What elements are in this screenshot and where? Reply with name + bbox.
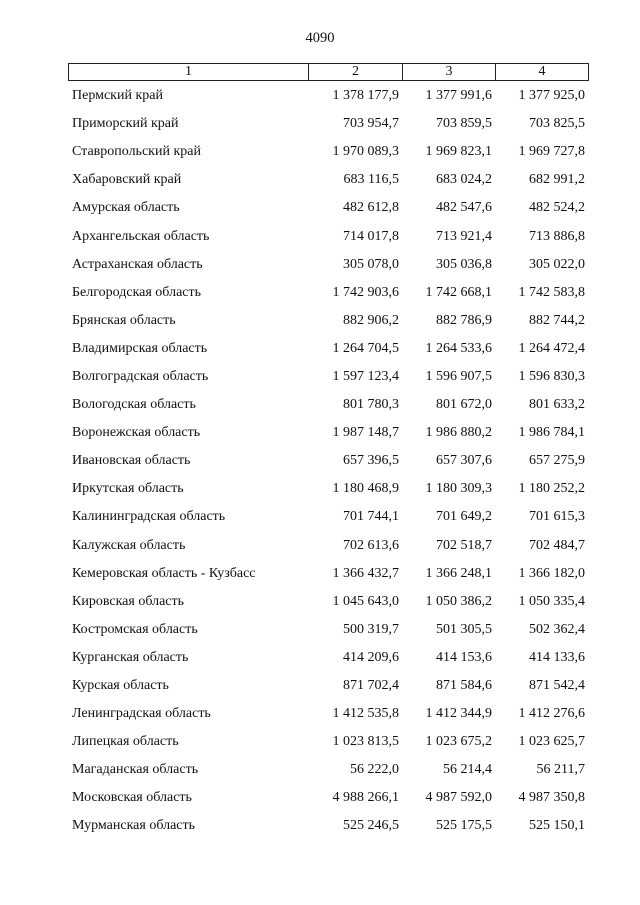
column-2-value-cell: 500 319,7: [343, 621, 399, 637]
table-row: [68, 82, 588, 110]
region-name-cell: Курская область: [72, 678, 169, 694]
table-row: [68, 194, 588, 222]
table-row: [68, 391, 588, 419]
column-3-value-cell: 1 023 675,2: [425, 734, 492, 750]
region-name-cell: Магаданская область: [72, 762, 199, 778]
column-2-value-cell: 703 954,7: [343, 116, 399, 132]
column-3-value-cell: 1 264 533,6: [425, 340, 492, 356]
table-row: [68, 756, 588, 784]
column-3-value-cell: 56 214,4: [443, 762, 492, 778]
column-2-value-cell: 1 987 148,7: [332, 425, 399, 441]
region-name-cell: Ленинградская область: [72, 706, 211, 722]
column-header-1: 1: [69, 64, 309, 81]
column-2-value-cell: 1 023 813,5: [332, 734, 399, 750]
column-2-value-cell: 1 970 089,3: [332, 144, 399, 160]
column-2-value-cell: 714 017,8: [343, 228, 399, 244]
table-row: [68, 588, 588, 616]
column-4-value-cell: 882 744,2: [529, 312, 585, 328]
region-name-cell: Кировская область: [72, 593, 185, 609]
column-2-value-cell: 1 180 468,9: [332, 481, 399, 497]
column-2-value-cell: 871 702,4: [343, 678, 399, 694]
column-4-value-cell: 871 542,4: [529, 678, 585, 694]
region-name-cell: Кемеровская область - Кузбасс: [72, 565, 256, 581]
region-name-cell: Ивановская область: [72, 453, 191, 469]
region-name-cell: Астраханская область: [72, 256, 203, 272]
table-row: [68, 363, 588, 391]
table-row: [68, 307, 588, 335]
page-number: 4090: [305, 30, 335, 46]
column-4-value-cell: 1 264 472,4: [518, 340, 585, 356]
column-4-value-cell: 305 022,0: [529, 256, 585, 272]
table-row: [68, 110, 588, 138]
table-row: [68, 335, 588, 363]
column-4-value-cell: 414 133,6: [529, 649, 585, 665]
column-3-value-cell: 882 786,9: [436, 312, 492, 328]
column-4-value-cell: 1 596 830,3: [518, 368, 585, 384]
region-name-cell: Липецкая область: [72, 734, 179, 750]
column-3-value-cell: 525 175,5: [436, 818, 492, 834]
table-row: [68, 166, 588, 194]
column-3-value-cell: 701 649,2: [436, 509, 492, 525]
column-header-row: [69, 64, 589, 81]
column-4-value-cell: 56 211,7: [536, 762, 585, 778]
column-2-value-cell: 1 742 903,6: [332, 284, 399, 300]
column-3-value-cell: 1 969 823,1: [425, 144, 492, 160]
column-4-value-cell: 1 969 727,8: [518, 144, 585, 160]
column-2-value-cell: 1 264 704,5: [332, 340, 399, 356]
table-row: [68, 644, 588, 672]
column-4-value-cell: 682 991,2: [529, 172, 585, 188]
region-name-cell: Московская область: [72, 790, 192, 806]
column-2-value-cell: 1 378 177,9: [332, 88, 399, 104]
region-name-cell: Брянская область: [72, 312, 176, 328]
column-2-value-cell: 1 045 643,0: [332, 593, 399, 609]
column-2-value-cell: 482 612,8: [343, 200, 399, 216]
column-4-value-cell: 1 023 625,7: [518, 734, 585, 750]
column-3-value-cell: 4 987 592,0: [425, 790, 492, 806]
region-name-cell: Приморский край: [72, 116, 179, 132]
column-2-value-cell: 1 366 432,7: [332, 565, 399, 581]
column-2-value-cell: 1 597 123,4: [332, 368, 399, 384]
column-2-value-cell: 414 209,6: [343, 649, 399, 665]
column-4-value-cell: 525 150,1: [529, 818, 585, 834]
column-3-value-cell: 683 024,2: [436, 172, 492, 188]
column-4-value-cell: 1 366 182,0: [518, 565, 585, 581]
region-name-cell: Воронежская область: [72, 425, 201, 441]
column-4-value-cell: 1 050 335,4: [518, 593, 585, 609]
region-name-cell: Костромская область: [72, 621, 198, 637]
column-2-value-cell: 56 222,0: [350, 762, 399, 778]
region-name-cell: Калининградская область: [72, 509, 226, 525]
column-3-value-cell: 1 596 907,5: [425, 368, 492, 384]
column-4-value-cell: 1 742 583,8: [518, 284, 585, 300]
column-4-value-cell: 702 484,7: [529, 537, 585, 553]
column-3-value-cell: 1 050 386,2: [425, 593, 492, 609]
table-row: [68, 560, 588, 588]
column-3-value-cell: 482 547,6: [436, 200, 492, 216]
column-header-table: [68, 63, 589, 81]
column-4-value-cell: 1 412 276,6: [518, 706, 585, 722]
data-table: [68, 82, 588, 841]
table-row: [68, 812, 588, 840]
column-3-value-cell: 657 307,6: [436, 453, 492, 469]
column-2-value-cell: 702 613,6: [343, 537, 399, 553]
region-name-cell: Калужская область: [72, 537, 186, 553]
column-2-value-cell: 4 988 266,1: [332, 790, 399, 806]
region-name-cell: Вологодская область: [72, 397, 196, 413]
region-name-cell: Мурманская область: [72, 818, 196, 834]
region-name-cell: Иркутская область: [72, 481, 184, 497]
table-row: [68, 138, 588, 166]
column-3-value-cell: 1 180 309,3: [425, 481, 492, 497]
region-name-cell: Владимирская область: [72, 340, 208, 356]
column-2-value-cell: 1 412 535,8: [332, 706, 399, 722]
table-row: [68, 447, 588, 475]
table-row: [68, 532, 588, 560]
column-3-value-cell: 801 672,0: [436, 397, 492, 413]
column-3-value-cell: 305 036,8: [436, 256, 492, 272]
column-2-value-cell: 701 744,1: [343, 509, 399, 525]
column-4-value-cell: 1 180 252,2: [518, 481, 585, 497]
column-4-value-cell: 1 377 925,0: [518, 88, 585, 104]
column-2-value-cell: 525 246,5: [343, 818, 399, 834]
column-3-value-cell: 1 412 344,9: [425, 706, 492, 722]
column-header-4: 4: [496, 64, 589, 81]
column-3-value-cell: 703 859,5: [436, 116, 492, 132]
data-table-body: [68, 82, 588, 841]
column-4-value-cell: 657 275,9: [529, 453, 585, 469]
column-2-value-cell: 801 780,3: [343, 397, 399, 413]
column-4-value-cell: 1 986 784,1: [518, 425, 585, 441]
region-name-cell: Пермский край: [72, 88, 163, 104]
region-name-cell: Курганская область: [72, 649, 189, 665]
table-row: [68, 503, 588, 531]
table-row: [68, 279, 588, 307]
column-header-3: 3: [403, 64, 496, 81]
column-4-value-cell: 4 987 350,8: [518, 790, 585, 806]
table-row: [68, 419, 588, 447]
column-4-value-cell: 801 633,2: [529, 397, 585, 413]
column-4-value-cell: 713 886,8: [529, 228, 585, 244]
table-row: [68, 672, 588, 700]
column-4-value-cell: 482 524,2: [529, 200, 585, 216]
region-name-cell: Волгоградская область: [72, 368, 209, 384]
column-header-2: 2: [309, 64, 403, 81]
column-3-value-cell: 1 742 668,1: [425, 284, 492, 300]
region-name-cell: Амурская область: [72, 200, 180, 216]
column-3-value-cell: 501 305,5: [436, 621, 492, 637]
region-name-cell: Ставропольский край: [72, 144, 201, 160]
column-2-value-cell: 683 116,5: [343, 172, 399, 188]
column-2-value-cell: 305 078,0: [343, 256, 399, 272]
region-name-cell: Белгородская область: [72, 284, 202, 300]
column-3-value-cell: 1 366 248,1: [425, 565, 492, 581]
table-row: [68, 728, 588, 756]
column-3-value-cell: 702 518,7: [436, 537, 492, 553]
region-name-cell: Архангельская область: [72, 228, 210, 244]
column-4-value-cell: 502 362,4: [529, 621, 585, 637]
column-4-value-cell: 701 615,3: [529, 509, 585, 525]
column-2-value-cell: 882 906,2: [343, 312, 399, 328]
column-2-value-cell: 657 396,5: [343, 453, 399, 469]
table-row: [68, 251, 588, 279]
column-3-value-cell: 871 584,6: [436, 678, 492, 694]
table-row: [68, 222, 588, 250]
column-3-value-cell: 1 377 991,6: [425, 88, 492, 104]
table-row: [68, 700, 588, 728]
table-row: [68, 475, 588, 503]
column-3-value-cell: 1 986 880,2: [425, 425, 492, 441]
column-3-value-cell: 414 153,6: [436, 649, 492, 665]
column-4-value-cell: 703 825,5: [529, 116, 585, 132]
region-name-cell: Хабаровский край: [72, 172, 182, 188]
table-row: [68, 784, 588, 812]
table-row: [68, 616, 588, 644]
column-3-value-cell: 713 921,4: [436, 228, 492, 244]
